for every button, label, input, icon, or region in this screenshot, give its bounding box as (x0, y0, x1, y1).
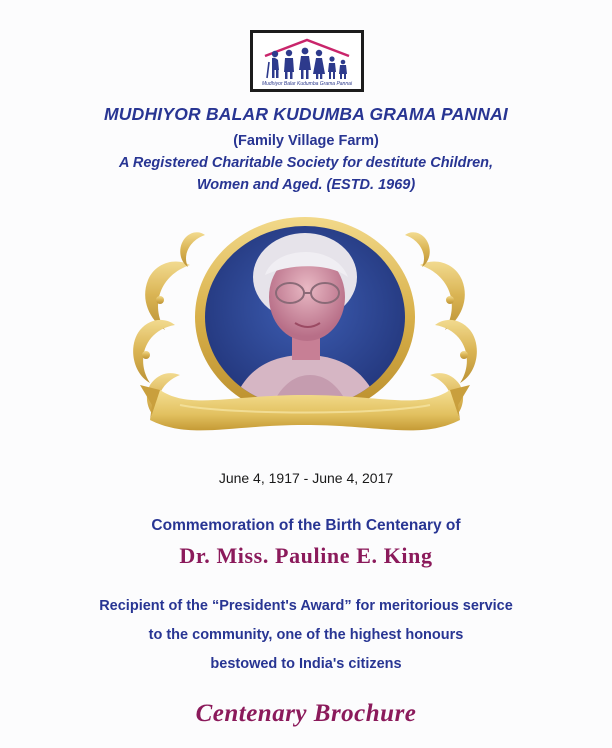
commemoration-heading: Commemoration of the Birth Centenary of (151, 517, 461, 534)
family-logo-icon (257, 36, 357, 84)
award-line-3: bestowed to India's citizens (210, 656, 402, 672)
organization-description-line-2: Women and Aged. (ESTD. 1969) (196, 177, 416, 193)
award-line-2: to the community, one of the highest honours (148, 627, 464, 643)
brochure-title: Centenary Brochure (195, 700, 417, 727)
organization-description-line-1: A Registered Charitable Society for destitute Children, (118, 155, 494, 171)
honoree-name: Dr. Miss. Pauline E. King (179, 543, 433, 568)
society-logo (250, 30, 364, 92)
award-line-1: Recipient of the “President's Award” for meritorious service (99, 598, 513, 614)
portrait-frame (120, 205, 490, 465)
organization-name: MUDHIYOR BALAR KUDUMBA GRAMA PANNAI (104, 104, 508, 124)
life-dates: June 4, 1917 - June 4, 2017 (218, 470, 394, 486)
organization-subtitle: (Family Village Farm) (233, 133, 379, 149)
portrait-photo-icon (120, 205, 490, 465)
logo-caption: Mudhiyor Balar Kudumba Grama Pannai (261, 81, 353, 87)
